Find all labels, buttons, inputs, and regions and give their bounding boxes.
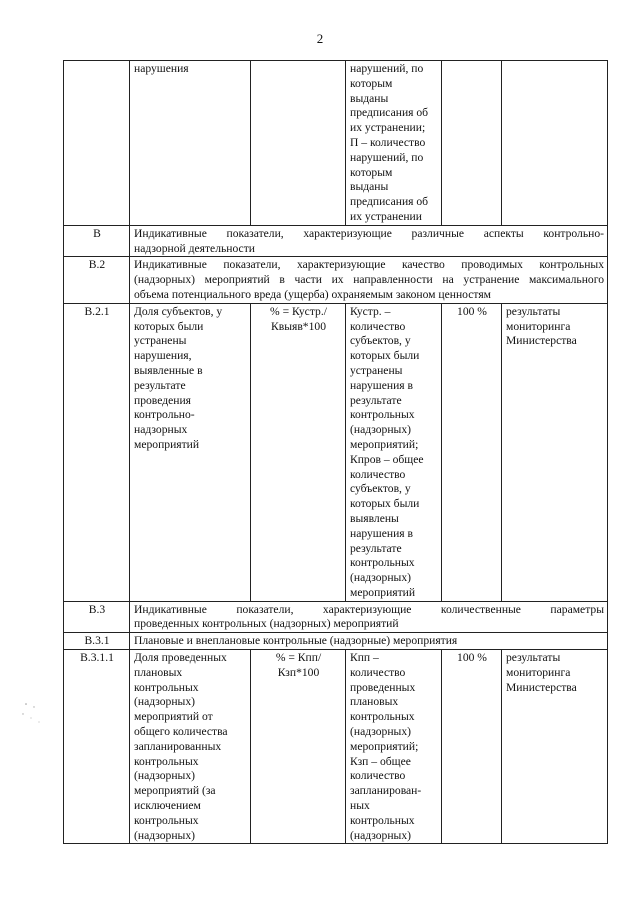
- section-title-line: Индикативные показатели, характеризующие качество проводимых контрольных: [134, 258, 604, 272]
- cell-definition: Кпп – количество проведенных плановых контрольных (надзорных) мероприятий; Кзп – общее количество запланирован- ных контрольных (надзорных): [346, 650, 442, 844]
- section-title-line: Индикативные показатели, характеризующие количественные параметры: [134, 602, 604, 616]
- section-row: [64, 225, 608, 257]
- cell-source: результаты мониторинга Министерства: [502, 303, 608, 601]
- cell-code: [64, 61, 130, 226]
- cell-code: В.3: [64, 601, 130, 633]
- indicators-table: [63, 60, 608, 844]
- cell-code: В.3.1.1: [64, 650, 130, 844]
- cell-code: В.2: [64, 257, 130, 303]
- cell-indicator-name: Доля субъектов, у которых были устранены нарушения, выявленные в результате проведения контрольно- надзорных мероприятий: [130, 303, 251, 601]
- table-row: [64, 650, 608, 844]
- cell-definition: Кустр. – количество субъектов, у которых были устранены нарушения в результате контрольных (надзорных) мероприятий; Кпров – общее количество субъектов, у которых были выявлены нарушения в результате контрольных (надзорных) мероприятий: [346, 303, 442, 601]
- cell-source: результаты мониторинга Министерства: [502, 650, 608, 844]
- cell-indicator-name: Доля проведенных плановых контрольных (надзорных) мероприятий от общего количества запланированных контрольных (надзорных) мероприятий (за исключением контрольных (надзорных): [130, 650, 251, 844]
- cell-code: В: [64, 225, 130, 257]
- section-title-line: объема потенциального вреда (ущерба) охраняемым законом ценностям: [134, 287, 491, 301]
- page-number: 2: [316, 31, 324, 46]
- cell-formula: [251, 61, 346, 226]
- cell-source: [502, 61, 608, 226]
- cell-definition: нарушений, по которым выданы предписания об их устранении; П – количество нарушений, по которым выданы предписания об их устранении: [346, 61, 442, 226]
- cell-formula: % = Кустр./ Квыяв*100: [251, 303, 346, 601]
- section-title: [130, 257, 608, 303]
- section-title: [130, 601, 608, 633]
- section-title-line: проведенных контрольных (надзорных) мероприятий: [134, 617, 399, 631]
- cell-indicator-name: нарушения: [130, 61, 251, 226]
- cell-target: 100 %: [442, 303, 502, 601]
- section-title-line: надзорной деятельности: [134, 241, 255, 255]
- section-title: Плановые и внеплановые контрольные (надзорные) мероприятия: [130, 633, 608, 650]
- section-title-line: (надзорных) мероприятий в части их направленности на устранение максимального: [134, 273, 604, 287]
- section-row: [64, 601, 608, 633]
- cell-target: [442, 61, 502, 226]
- cell-formula: % = Кпп/ Кзп*100: [251, 650, 346, 844]
- section-row: [64, 257, 608, 303]
- cell-target: 100 %: [442, 650, 502, 844]
- section-title: [130, 225, 608, 257]
- scan-speckles: [20, 700, 50, 730]
- table-row: [64, 303, 608, 601]
- cell-code: В.3.1: [64, 633, 130, 650]
- cell-code: В.2.1: [64, 303, 130, 601]
- section-title-line: Индикативные показатели, характеризующие различные аспекты контрольно-: [134, 226, 604, 240]
- section-row: [64, 633, 608, 650]
- table-row: [64, 61, 608, 226]
